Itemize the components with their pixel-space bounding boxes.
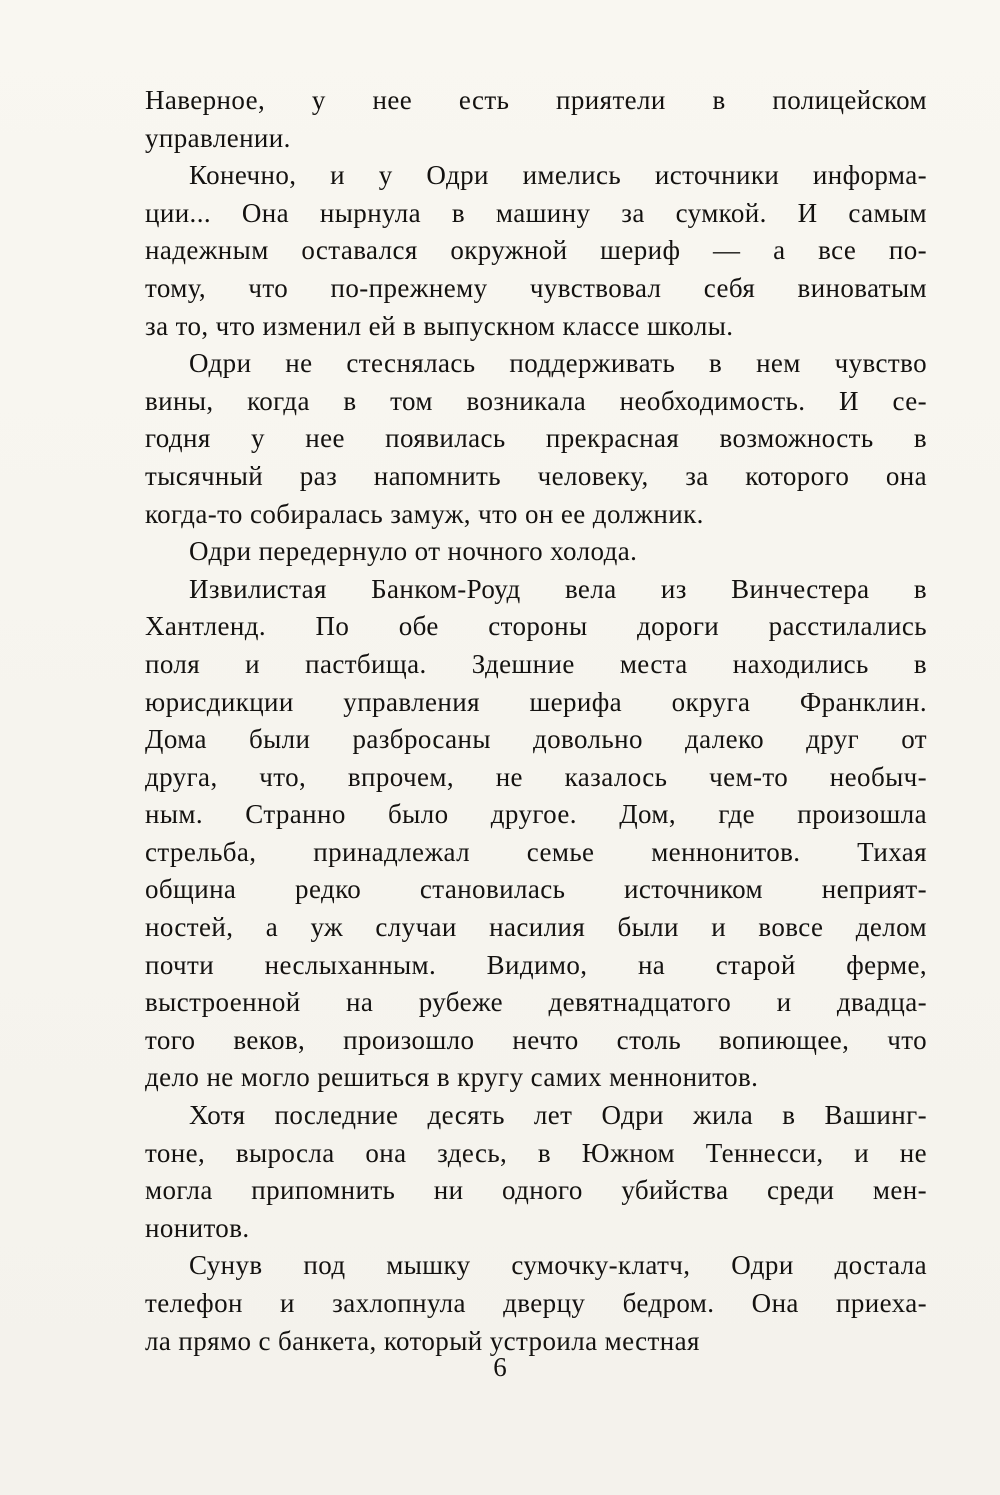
text-line: Наверное, у нее есть приятели в полицейском <box>145 85 927 115</box>
paragraph <box>145 345 927 533</box>
text-line: нонитов. <box>145 1212 250 1243</box>
text-line: стрельба, принадлежал семье меннонитов. Тихая <box>145 836 927 867</box>
paragraph <box>145 1247 927 1360</box>
text-line: тоне, выросла она здесь, в Южном Теннесси, и не <box>145 1137 927 1168</box>
page-number: 6 <box>493 1352 507 1382</box>
text-line: тому, что по-прежнему чувствовал себя виноватым <box>145 272 927 303</box>
text-line: вины, когда в том возникала необходимость. И се- <box>145 385 927 416</box>
text-line: Хотя последние десять лет Одри жила в Вашинг- <box>189 1100 927 1131</box>
text-line: ным. Странно было другое. Дом, где произошла <box>145 799 927 830</box>
text-line: управлении. <box>145 122 291 153</box>
text-line: того веков, произошло нечто столь вопиющее, что <box>145 1024 927 1055</box>
text-line: юрисдикции управления шерифа округа Франклин. <box>145 686 927 717</box>
text-line: Хантленд. По обе стороны дороги расстилались <box>145 611 927 642</box>
text-line: тысячный раз напомнить человеку, за которого она <box>145 460 927 491</box>
text-line: годня у нее появилась прекрасная возможность в <box>145 423 927 454</box>
paragraph <box>145 82 927 157</box>
text-line: друга, что, впрочем, не казалось чем-то необыч- <box>145 761 927 792</box>
text-line: поля и пастбища. Здешние места находились в <box>145 648 927 679</box>
text-line: надежным оставался окружной шериф — а все по- <box>145 235 927 266</box>
text-line: Одри передернуло от ночного холода. <box>189 536 638 567</box>
text-line: ции... Она нырнула в машину за сумкой. И самым <box>145 197 927 228</box>
text-line: ла прямо с банкета, который устроила местная <box>145 1325 700 1356</box>
text-line: когда-то собиралась замуж, что он ее должник. <box>145 498 704 529</box>
paragraph <box>145 571 927 1097</box>
text-line: ностей, а уж случаи насилия были и вовсе делом <box>145 912 927 943</box>
text-line: телефон и захлопнула дверцу бедром. Она приеха- <box>145 1288 927 1318</box>
text-line: Одри не стеснялась поддерживать в нем чувство <box>189 348 927 379</box>
text-line: выстроенной на рубеже девятнадцатого и двадца- <box>145 987 927 1018</box>
page-text <box>145 82 927 1360</box>
text-line: Извилистая Банком-Роуд вела из Винчестера в <box>189 573 927 604</box>
paragraph <box>145 533 927 571</box>
text-line: дело не могло решиться в кругу самих меннонитов. <box>145 1062 759 1093</box>
paragraph <box>145 157 927 345</box>
text-line: община редко становилась источником неприят- <box>145 874 927 905</box>
text-line: Дома были разбросаны довольно далеко друг от <box>145 724 927 755</box>
text-line: Сунув под мышку сумочку-клатч, Одри достала <box>189 1250 927 1281</box>
text-line: могла припомнить ни одного убийства среди мен- <box>145 1175 927 1206</box>
text-line: за то, что изменил ей в выпускном классе школы. <box>145 310 734 341</box>
paragraph <box>145 1097 927 1247</box>
text-line: Конечно, и у Одри имелись источники информа- <box>189 160 927 191</box>
text-line: почти неслыханным. Видимо, на старой ферме, <box>145 949 927 980</box>
